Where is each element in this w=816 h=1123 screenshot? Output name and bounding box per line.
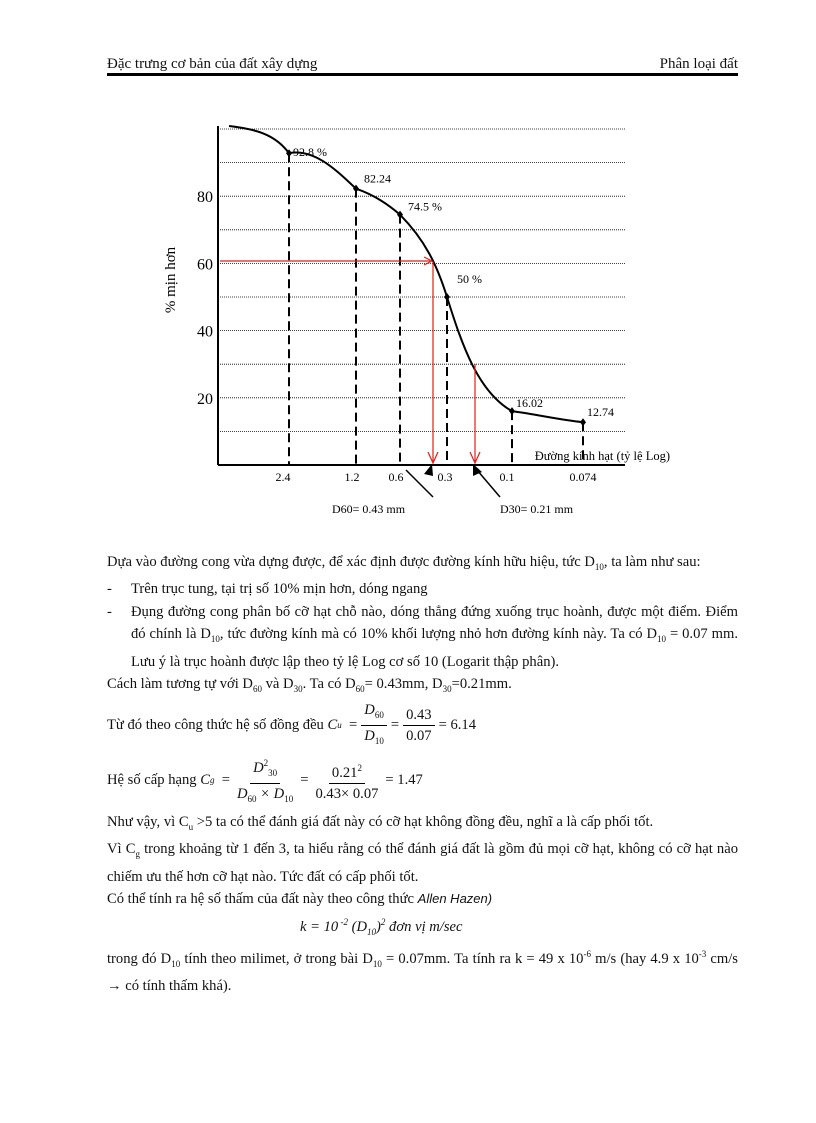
x-tick-label: 2.4 — [275, 470, 291, 484]
data-point-marker — [509, 407, 515, 415]
paragraph-intro: Dựa vào đường cong vừa dựng được, để xác định được đường kính hữu hiệu, tức $D_{10}$, ta làm như sau: — [107, 554, 701, 572]
body-text — [107, 551, 738, 998]
data-point-label: 16.02 — [516, 396, 543, 411]
d60-label: D60= 0.43 mm — [332, 502, 406, 516]
red-arrows — [220, 257, 480, 463]
formula-cg: Hệ số cấp hạng C g = $\frac{D^2_{30}}{D_{60} \times D_{10}}$ = $\frac{0.21^2}{0.43\times 0.07}$ = 1.47 — [107, 751, 738, 811]
x-tick-label: 1.2 — [344, 470, 360, 484]
paragraph-cu-result: Như vậy, vì $C_u >5$ ta có thể đánh giá đất này có cỡ hạt không đồng đều, nghĩ a là cấp phối tốt. — [107, 813, 654, 832]
paragraph-hazen-intro: Có thể tính ra hệ số thấm của đất này theo công thức Allen Hazen) — [107, 891, 493, 908]
header-title-left: Đặc trưng cơ bản của đất xây dựng — [107, 56, 318, 72]
data-points — [286, 145, 614, 426]
data-point-marker — [444, 293, 450, 301]
grain-size-chart — [0, 0, 816, 540]
data-point-label: 50 % — [457, 272, 482, 286]
data-point-label: 82.24 — [364, 171, 391, 186]
x-tick-label: 0.074 — [569, 470, 597, 484]
paragraph-cg-result: Vì $C_g$ trong khoảng từ 1 đến 3, ta hiểu rằng có thể đánh giá đất là gồm đủ mọi cỡ hạt, không có cỡ hạt nào chiếm ưu thế hơn cỡ hạt nào. Tức đất có cấp phối tốt. — [107, 841, 738, 885]
x-tick-label: 0.6 — [388, 470, 404, 484]
formula-cu: Từ đó theo công thức hệ số đồng đều C u = $\frac{D_{60}}{D_{10}}$ = $\frac{0.43}{0.07}$ = 6.14 — [107, 702, 477, 747]
data-point-label: 92.8 % — [293, 145, 327, 160]
bullet-1: - Trên trục tung, tại trị số 10% mịn hơn, dóng ngang — [107, 581, 428, 598]
paragraph-permeability: trong đó $D_{10}$ tính theo milimet, ở trong bài $D_{10} = 0.07mm$. Ta tính ra k = 49 x $10^{-6}$ m/s (hay 4.9 x $10^{-3}$ cm/s → có tính thấm khá). — [107, 948, 738, 995]
grain-size-curve — [229, 126, 583, 422]
paragraph-d60-d30: Cách làm tương tự với $D_{60}$ và $D_{30}$. Ta có $D_{60}= 0.43mm$, $D_{30}=0.21mm$. — [107, 676, 512, 695]
y-tick-label: 80 — [197, 189, 213, 207]
header-title-right: Phân loại đất — [659, 56, 738, 72]
data-point-marker — [580, 418, 586, 426]
d30-label: D30= 0.21 mm — [500, 502, 574, 516]
x-tick-label: 0.1 — [499, 470, 515, 484]
y-tick-labels — [197, 189, 213, 408]
d30-pointer-line — [477, 470, 500, 497]
x-axis-label: Đường kính hạt (tỷ lệ Log) — [534, 449, 670, 463]
chart-gridlines — [218, 129, 625, 431]
x-tick-labels — [276, 470, 597, 484]
x-tick-label: 0.3 — [437, 470, 453, 484]
bullet-2: - Đụng đường cong phân bố cỡ hạt chỗ nào, dóng thẳng đứng xuống trục hoành, được một điểm. Điểm đó chính là $D_{10}$, tức đường kính mà có 10% khối lượng nhỏ hơn đường kính này. Ta có $D_{10} = 0.07$ mm. Lưu ý là trục hoành được lập theo tỷ lệ Log cơ số 10 (Logarit thập phân). — [107, 603, 738, 670]
data-point-label: 74.5 % — [408, 199, 442, 214]
y-axis-label: % mịn hơn — [163, 246, 179, 314]
y-tick-label: 60 — [197, 256, 213, 274]
data-point-label: 12.74 — [587, 405, 614, 420]
formula-hazen: k = 10 $^{-2}$ $(D_{10})^2$ đơn vị m/sec — [300, 916, 463, 937]
y-tick-label: 20 — [197, 390, 213, 408]
y-tick-label: 40 — [197, 323, 213, 341]
